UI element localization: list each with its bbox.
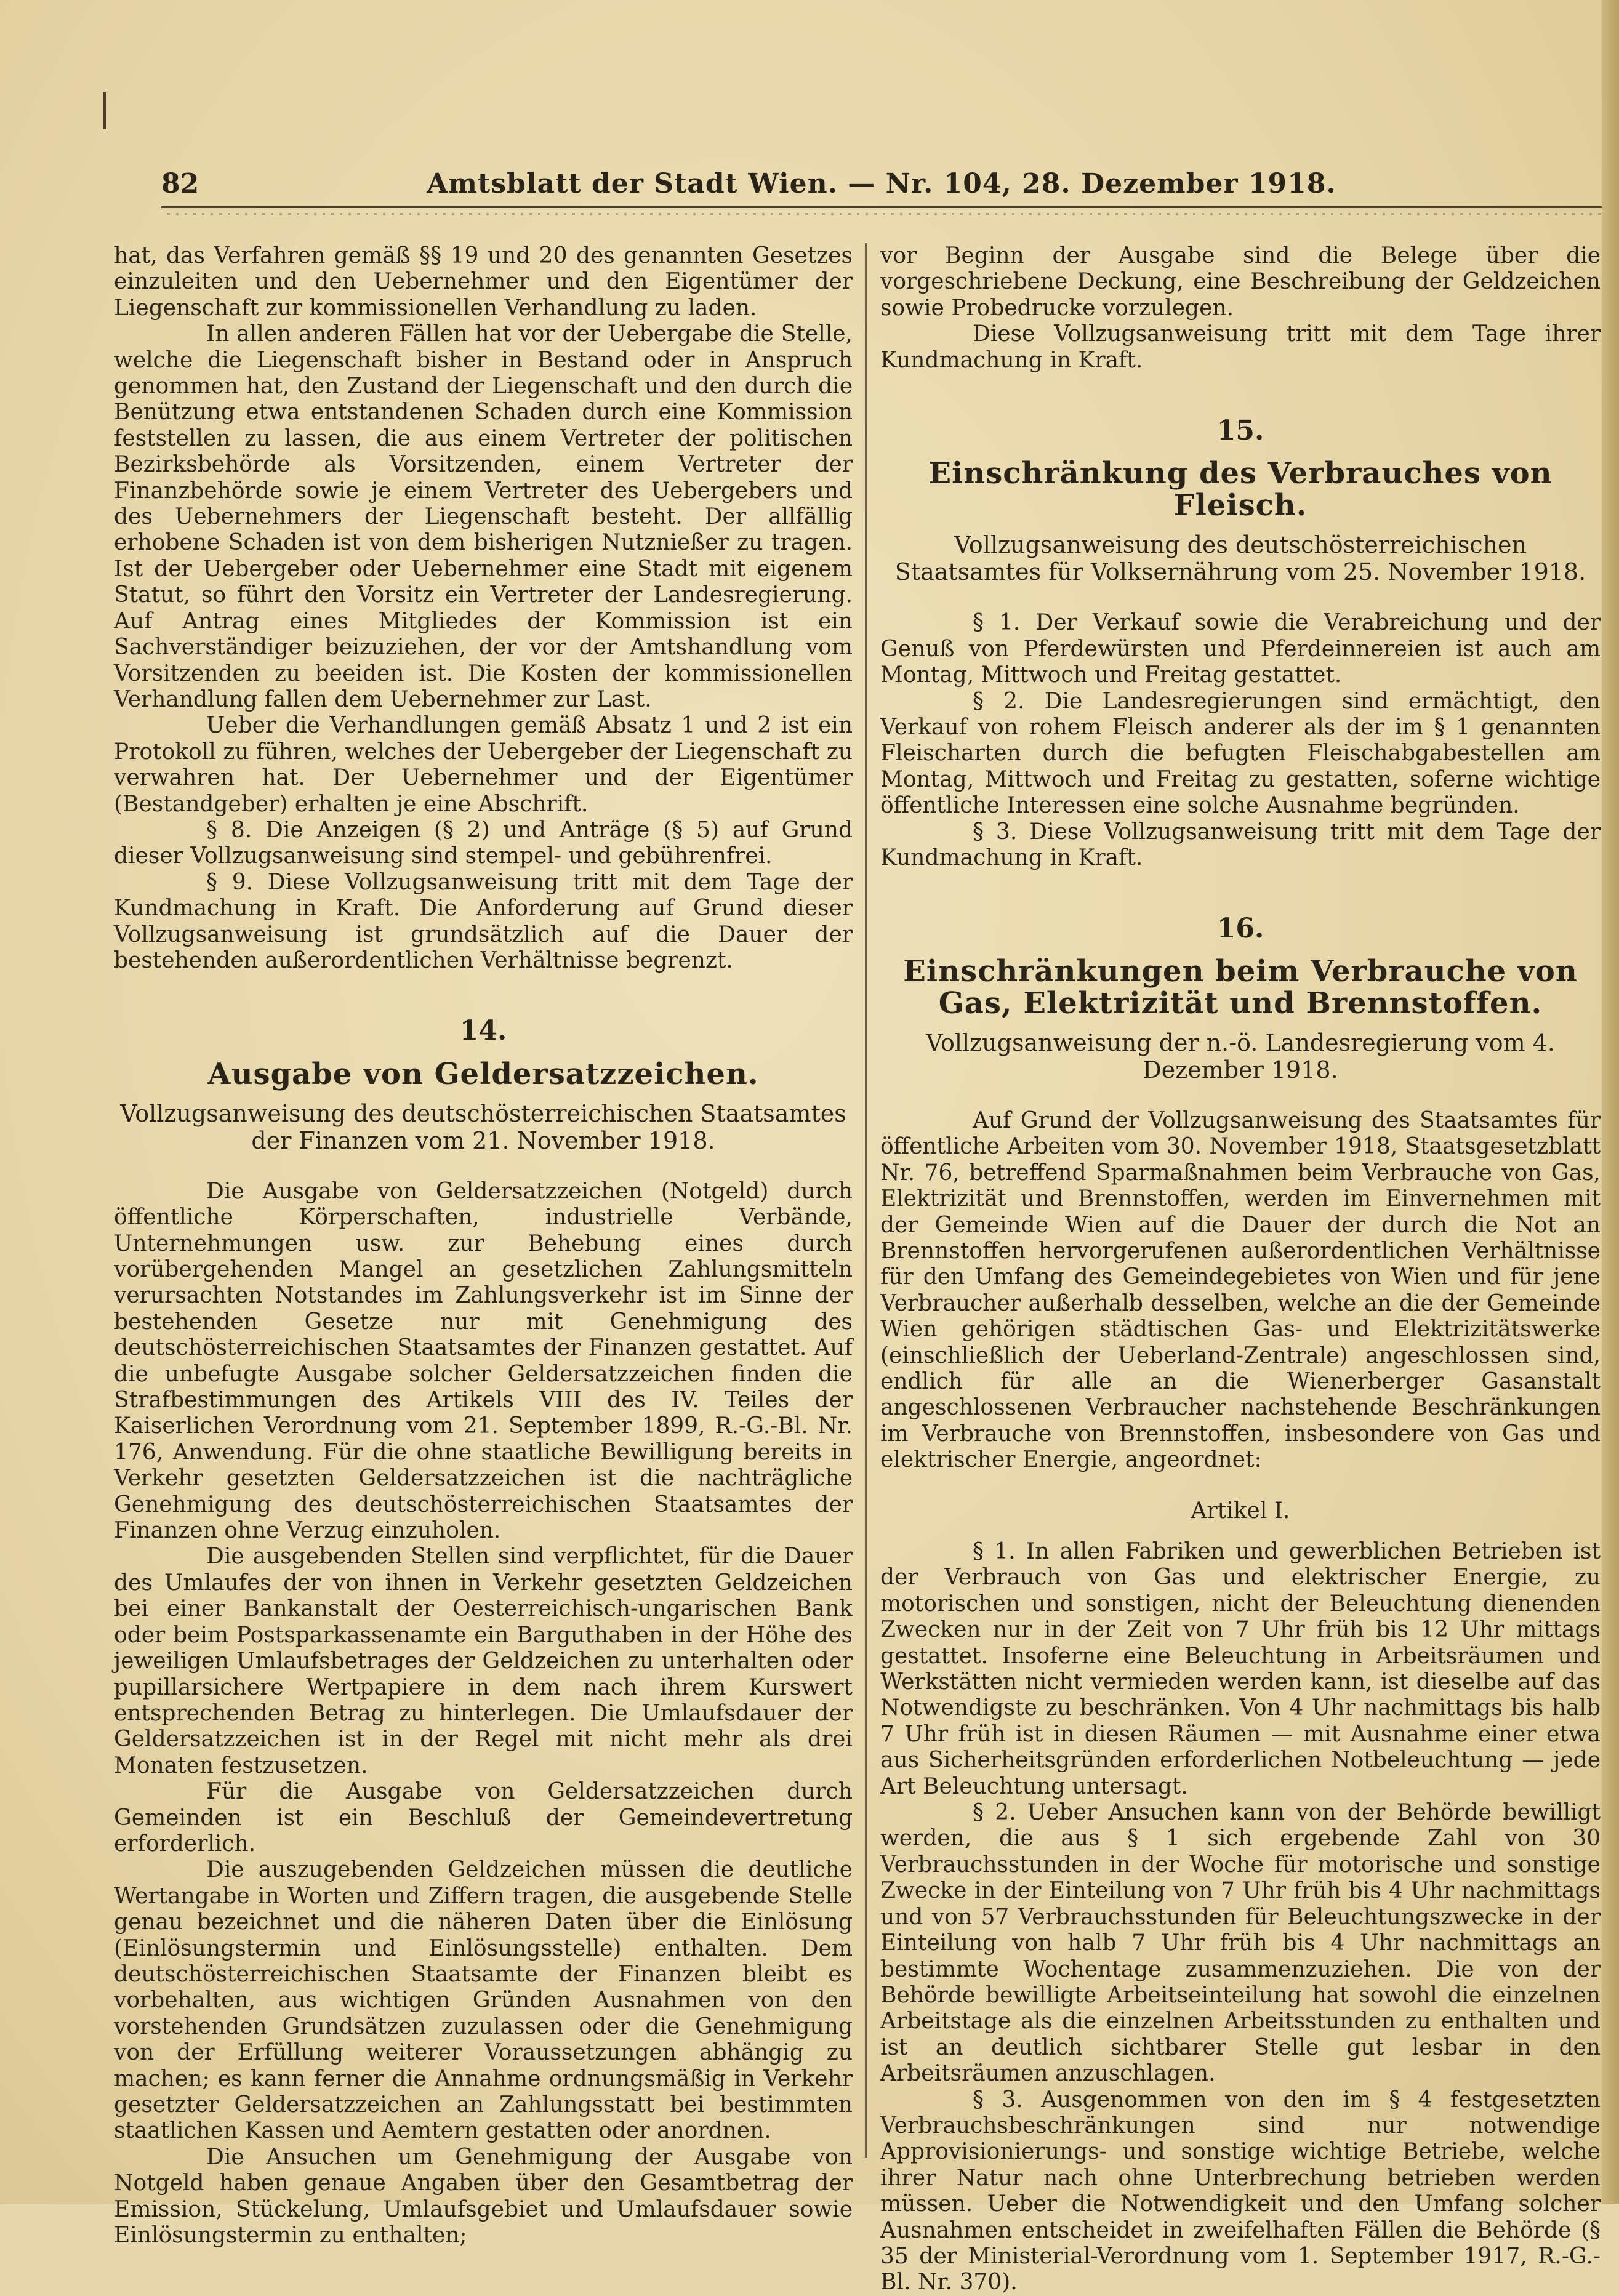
paragraph: Die ausgebenden Stellen sind verpflichtet, für die Dauer des Umlaufes der von ihnen in Verkehr gesetzten Geldzeichen bei einer Bankanstalt der Oesterreichisch-ungarischen Bank oder beim Postsparkassenamte ein Barguthaben in der Höhe des jeweiligen Umlaufsbetrages der Geldzeichen zu unterhalten oder pupillarsichere Wertpapiere in dem nach ihrem Kurswert entsprechenden Betrag zu hinterlegen. Die Umlaufsdauer der Geldersatzzeichen ist in der Regel mit nicht mehr als drei Monaten festzusetzen.: [114, 1544, 853, 1778]
paragraph: Auf Grund der Vollzugsanweisung des Staatsamtes für öffentliche Arbeiten vom 30. November 1918, Staatsgesetzblatt Nr. 76, betreffend Sparmaßnahmen beim Verbrauche von Gas, Elektrizität und Brennstoffen, werden im Einvernehmen mit der Gemeinde Wien auf die Dauer der durch die Not an Brennstoffen hervorgerufenen außerordentlichen Verhältnisse für den Umfang des Gemeindegebietes von Wien und für jene Verbraucher außerhalb desselben, welche an die der Gemeinde Wien gehörigen städtischen Gas- und Elektrizitätswerke (einschließlich der Ueberland-Zentrale) angeschlossen sind, endlich für alle an die Wienerberger Gasanstalt angeschlossenen Verbraucher nachstehende Beschränkungen im Verbrauche von Brennstoffen, insbesondere von Gas und elektrischer Energie, angeordnet:: [880, 1107, 1601, 1473]
paragraph: § 2. Ueber Ansuchen kann von der Behörde bewilligt werden, die aus § 1 sich ergebende Zahl von 30 Verbrauchsstunden in der Woche für motorische und sonstige Zwecke in der Einteilung von 7 Uhr früh bis 4 Uhr nachmittags und von 57 Verbrauchsstunden für Beleuchtungszwecke in der Einteilung von halb 7 Uhr früh bis 4 Uhr nachmittags an bestimmte Wochentage zusammenzuziehen. Die von der Behörde bewilligte Arbeitseinteilung hat sowohl die einzelnen Arbeitstage als die einzelnen Arbeitsstunden zu enthalten und ist an deutlich sichtbarer Stelle gut lesbar in den Arbeitsräumen anzuschlagen.: [880, 1800, 1601, 2087]
paragraph: Für die Ausgabe von Geldersatzzeichen durch Gemeinden ist ein Beschluß der Gemeindevertretung erforderlich.: [114, 1779, 853, 1856]
page-header: [161, 163, 1602, 206]
paragraph: § 1. Der Verkauf sowie die Verabreichung und der Genuß von Pferdewürsten und Pferdeinnereien ist auch am Montag, Mittwoch und Freitag gestattet.: [880, 610, 1601, 688]
section-15-number: 15.: [1216, 415, 1264, 447]
section-16-subtitle: Vollzugsanweisung der n.-ö. Landesregierung vom 4. Dezember 1918.: [926, 1029, 1555, 1083]
section-14-title: Ausgabe von Geldersatzzeichen.: [207, 1056, 759, 1091]
header-rule: [161, 206, 1602, 219]
paragraph: hat, das Verfahren gemäß §§ 19 und 20 des genannten Gesetzes einzuleiten und den Uebernehmer und den Eigentümer der Liegenschaft zur kommissionellen Verhandlung zu laden.: [114, 243, 853, 321]
paragraph: vor Beginn der Ausgabe sind die Belege über die vorgeschriebene Deckung, eine Beschreibung der Geldzeichen sowie Probedrucke vorzulegen.: [880, 243, 1601, 321]
paragraph: § 1. In allen Fabriken und gewerblichen Betrieben ist der Verbrauch von Gas und elektrischer Energie, zu motorischen und sonstigen, nicht der Beleuchtung dienenden Zwecken nur in der Zeit von 7 Uhr früh bis 12 Uhr mittags gestattet. Insoferne eine Beleuchtung in Arbeitsräumen und Werkstätten nicht vermieden werden kann, ist dieselbe auf das Notwendigste zu beschränken. Von 4 Uhr nachmittags bis halb 7 Uhr früh ist in diesen Räumen — mit Ausnahme einer etwa aus Sicherheitsgründen erforderlichen Notbeleuchtung — jede Art Beleuchtung untersagt.: [880, 1539, 1601, 1799]
section-14-number: 14.: [459, 1015, 507, 1047]
section-15-title: Einschränkung des Verbrauches von Fleisch.: [928, 456, 1553, 523]
paragraph: Diese Vollzugsanweisung tritt mit dem Tage ihrer Kundmachung in Kraft.: [880, 321, 1601, 373]
artikel-heading: Artikel I.: [1191, 1498, 1290, 1523]
section-15-subtitle: Vollzugsanweisung des deutschösterreichischen Staatsamtes für Volksernährung vom 25. November 1918.: [894, 531, 1586, 586]
paragraph: § 9. Diese Vollzugsanweisung tritt mit dem Tage der Kundmachung in Kraft. Die Anforderung auf Grund dieser Vollzugsanweisung ist grundsätzlich auf die Dauer der bestehenden außerordentlichen Verhältnisse begrenzt.: [114, 869, 853, 973]
header-title: Amtsblatt der Stadt Wien. — Nr. 104, 28. Dezember 1918.: [427, 168, 1336, 199]
section-14-subtitle: Vollzugsanweisung des deutschösterreichischen Staatsamtes der Finanzen vom 21. November 1918.: [120, 1099, 846, 1154]
paragraph: Die auszugebenden Geldzeichen müssen die deutliche Wertangabe in Worten und Ziffern tragen, die ausgebende Stelle genau bezeichnet und die näheren Daten über die Einlösung (Einlösungstermin und Einlösungsstelle) enthalten. Dem deutschösterreichischen Staatsamte der Finanzen bleibt es vorbehalten, aus wichtigen Gründen Ausnahmen von den vorstehenden Grundsätzen zuzulassen oder die Genehmigung von der Erfüllung weiterer Voraussetzungen abhängig zu machen; es kann ferner die Annahme ordnungsmäßig in Verkehr gesetzter Geldersatzzeichen an Zahlungsstatt bei bestimmten staatlichen Kassen und Aemtern gestatten oder anordnen.: [114, 1857, 853, 2144]
paragraph: § 3. Diese Vollzugsanweisung tritt mit dem Tage der Kundmachung in Kraft.: [880, 819, 1601, 871]
left-column: [114, 243, 853, 2249]
paragraph: Die Ansuchen um Genehmigung der Ausgabe von Notgeld haben genaue Angaben über den Gesamtbetrag der Emission, Stückelung, Umlaufsgebiet und Umlaufsdauer sowie Einlösungstermin zu enthalten;: [114, 2144, 853, 2249]
paragraph: § 2. Die Landesregierungen sind ermächtigt, den Verkauf von rohem Fleisch anderer als der im § 1 genannten Fleischarten durch die befugten Fleischabgabestellen am Montag, Mittwoch und Freitag zu gestatten, soferne wichtige öffentliche Interessen eine solche Ausnahme begründen.: [880, 688, 1601, 819]
column-divider: [865, 243, 867, 2158]
margin-mark: [103, 92, 106, 129]
section-16-title: Einschränkungen beim Verbrauche von Gas, Elektrizität und Brennstoffen.: [903, 953, 1578, 1021]
section-16-number: 16.: [1216, 912, 1264, 944]
paragraph: Ueber die Verhandlungen gemäß Absatz 1 und 2 ist ein Protokoll zu führen, welches der Uebergeber der Liegenschaft zu verwahren hat. Der Uebernehmer und der Eigentümer (Bestandgeber) erhalten je eine Abschrift.: [114, 713, 853, 817]
paragraph: § 8. Die Anzeigen (§ 2) und Anträge (§ 5) auf Grund dieser Vollzugsanweisung sind stempel- und gebührenfrei.: [114, 817, 853, 869]
page-number: 82: [161, 168, 199, 199]
paragraph: Die Ausgabe von Geldersatzzeichen (Notgeld) durch öffentliche Körperschaften, industrielle Verbände, Unternehmungen usw. zur Behebung eines durch vorübergehenden Mangel an gesetzlichen Zahlungsmitteln verursachten Notstandes im Zahlungsverkehr ist im Sinne der bestehenden Gesetze nur mit Genehmigung des deutschösterreichischen Staatsamtes der Finanzen gestattet. Auf die unbefugte Ausgabe solcher Geldersatzzeichen finden die Strafbestimmungen des Artikels VIII des IV. Teiles der Kaiserlichen Verordnung vom 21. September 1899, R.-G.-Bl. Nr. 176, Anwendung. Für die ohne staatliche Bewilligung bereits in Verkehr gesetzten Geldersatzzeichen ist die nachträgliche Genehmigung des deutschösterreichischen Staatsamtes der Finanzen ohne Verzug einzuholen.: [114, 1178, 853, 1544]
paragraph: § 3. Ausgenommen von den im § 4 festgesetzten Verbrauchsbeschränkungen sind nur notwendige Approvisionierungs- und sonstige wichtige Betriebe, welche ihrer Natur nach ohne Unterbrechung betrieben werden müssen. Ueber die Notwendigkeit und den Umfang solcher Ausnahmen entscheidet in zweifelhaften Fällen die Behörde (§ 35 der Ministerial-Verordnung vom 1. September 1917, R.-G.-Bl. Nr. 370).: [880, 2087, 1601, 2295]
page-edge: [1602, 0, 1619, 2204]
right-column: [880, 243, 1601, 2295]
paragraph: In allen anderen Fällen hat vor der Uebergabe die Stelle, welche die Liegenschaft bisher in Bestand oder in Anspruch genommen hat, den Zustand der Liegenschaft und den durch die Benützung etwa entstandenen Schaden durch eine Kommission feststellen zu lassen, die aus einem Vertreter der politischen Bezirksbehörde als Vorsitzenden, einem Vertreter der Finanzbehörde sowie je einem Vertreter des Uebergebers und des Uebernehmers der Liegenschaft besteht. Der allfällig erhobene Schaden ist von dem bisherigen Nutznießer zu tragen. Ist der Uebergeber oder Uebernehmer eine Stadt mit eigenem Statut, so führt den Vorsitz ein Vertreter der Landesregierung. Auf Antrag eines Mitgliedes der Kommission ist ein Sachverständiger beizuziehen, der vor der Amtshandlung vom Vorsitzenden zu beeiden ist. Die Kosten der kommissionellen Verhandlung fallen dem Uebernehmer zur Last.: [114, 321, 853, 712]
